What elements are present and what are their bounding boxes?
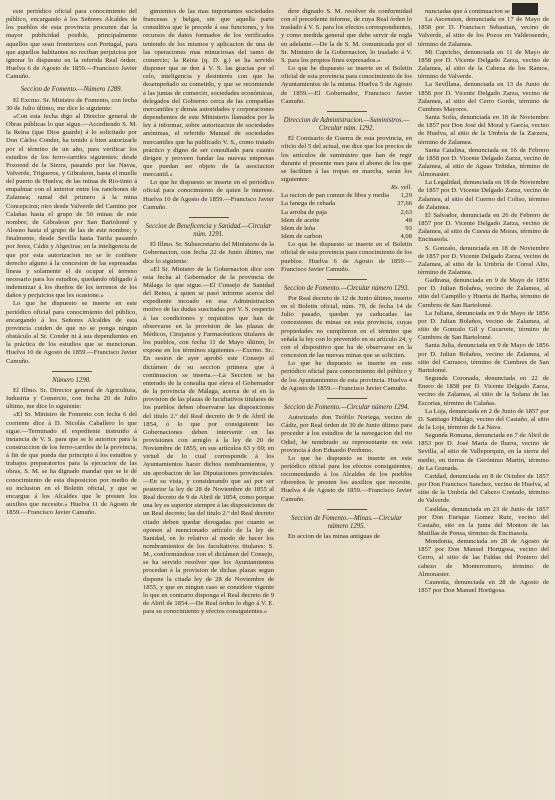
paragraph: «El Sr. Ministro de Fomento con fecha 6 del corriente dice á D. Nicolás Caballero lo que sigue.—Terminado el expediente instruido á instancia de V. S. para que se le autorice para la construccion de los ferro-carriles de la provincia, á fin de que pueda dar principio á los estudios y trabajos preparatorios para la ejecucion de las obras, S. M. se ha dignado mandar que se le dé conocimiento de esta disposicion por medio de su inclusion en el Boletin oficial, y que se encargue á los Alcaldes que le presten los auxilios que necesite.» Huelva 11 de Agosto de 1859.—Francisco Javier Camuño. (6, 411, 137, 517)
column-2 (143, 8, 274, 794)
paragraph: Por Real decreto de 12 de Junio último, inserto en el Boletin oficial, núm. 70, de fecha 14 de Julio pasado, quedan ya caducadas las concesiones de minas en esta provincia, cuyas propiedades no cumplieron en el término que señala la ley con lo prevenido en su artículo 24, y con el dispositivo que ha de observarse en la concesion de las nuevas minas que se soliciten. (281, 295, 412, 360)
paragraph: El Illmo. Sr. Director general de Agricultura, Industria y Comercio, con fecha 20 de Julio último, me dice lo siguiente: (6, 386, 137, 411)
paragraph: Lo que he dispuesto se inserte en este periódico oficial para conocimiento del público y de los Ayuntamientos de esta provincia. Huelva 4 de Agosto de 1859.—Francisco Javier Camuño. (281, 360, 412, 392)
section-divider (52, 371, 92, 372)
section-heading: Seccion de Fomento.—Minas.—Circular número 1295. (291, 514, 402, 530)
paragraph: Lo que he dispuesto se inserte en este periódico oficial para conocimiento del público, encargando á los Señores Alcaldes de esta provincia cuiden de que no se ponga ningun obstáculo al Sr. Conder ni á sus dependientes en la práctica de los estudios que se mencionan. Huelva 10 de Agosto de 1859.—Francisco Javier Camuño. (6, 300, 137, 365)
section-divider (189, 217, 229, 218)
paragraph: El Comisario de Guerra de esta provincia, en oficio del 5 del actual, me dice que los precios de los artículos de suministro que han de regir durante el presente mes para el abono de los que se faciliten á las tropas en marcha, serán los siguientes: (281, 135, 412, 183)
paragraph: Santa Sofía, denunciada en 18 de Noviembre de 1857 por Don José del Moral y García, vecino de Huelva, al sitio de la Umbría de la Zarzera, término de Zalamea. (418, 114, 549, 146)
price-value: 37,66 (397, 200, 412, 208)
section-divider (327, 279, 367, 280)
price-row (281, 200, 412, 208)
paragraph: El Salvador, denunciada en 26 de Febrero de 1857 por D. Vicente Delgado Zarza, vecino de Zalamea, al sitio de Cuesta de Moras, término de Encinasola. (418, 211, 549, 244)
price-row (281, 233, 412, 241)
price-label: La arroba de paja (281, 208, 327, 216)
price-value: 93 (405, 224, 412, 232)
section-heading: Seccion de Fomento.—Número 1289. (20, 86, 123, 94)
price-row (281, 225, 412, 233)
section-divider (327, 111, 367, 112)
paragraph: Segunda Coronada, denunciada en 22 de Enero de 1858 por D. Vicente Delgado Zarza, vecino de Zalamea, al sitio de la Solana de las Escorias, término de Calañas. (418, 375, 549, 407)
paragraph: La Sevillana, denunciada en 13 de Junio de 1856 por D. Vicente Delgado Zarza, vecino de Zalamea, al sitio del Cerro Gordo, término de Cumbres Mayores. (418, 81, 549, 113)
price-value: 2,63 (400, 208, 412, 216)
paragraph: este periódico oficial para conocimiento del público, encargando á los Señores Alcaldes de los pueblos de esta provincia procuren dar la mayor publicidad posible, principalmente aquellos que sean fronterizos con Portugal, para que aquellos habitantes no reciban perjuicios por ignorar lo dispuesto en la referida Real órden. Huelva 6 de Agosto de 1859.—Francisco Javier Camuño. (6, 8, 137, 81)
column-4 (418, 8, 549, 794)
section-heading: Direccion de Administracion.—Suministros.—Circular núm. 1292. (283, 116, 410, 133)
paragraph: nunciadas que á continuacion se expresan. (425, 8, 537, 15)
paragraph: La Legalidad, denunciada en 18 de Noviembre de 1857 por D. Vicente Delgado Zarza, vecino de Zalamea, al sitio del Cuerno del Coliso, término de Zalamea. (418, 179, 549, 211)
paragraph: «El Sr. Ministro de la Gobernacion dice con esta fecha al Gobernador de la provincia de Málaga lo que sigue.—El Consejo de Sanidad del Reino, á quien se pasó informe acerca del expediente incoado en esa Administracion motivo de las dudas suscitadas por V. S. respecto á las condiciones y requisitos que han de observarse en la provision de las plazas de Médicos, Cirujanos y Farmacéuticos titulares de los pueblos, con fecha 11 de Mayo último, lo expone en los términos siguientes.—Excmo. Sr.: En sesion de ayer aprobó este Consejo el dictámen de su seccion primera que á continuacion se inserta.—La Seccion se ha enterado de la consulta que eleva el Gobernador de la provincia de Málaga, acerca de si en la provision de las plazas de facultativos titulares de los pueblos deben observarse las disposiciones del título 2.º del Real decreto de 9 de Abril de 1854, ó lo que por consiguiente las Gobernaciones deben intervenir en las provisiones con arreglo á la ley de 20 de Noviembre de 1855, en sus artículos 63 y 69; en virtud de lo cual corresponde á los Ayuntamientos hacer dichos nombramientos, y sin aprobacion de las Diputaciones provinciales.—En su vista, y considerando que así por ser posterior la ley de 28 de Noviembre de 1855 al Real decreto de 9 de Abril de 1854, como porque una ley es superior siempre á las disposiciones de un Real decreto; las del título 2.º del Real decreto citado deben quedar derogadas por cuanto se oponen al mencionado artículo de la ley de Sanidad, en lo relativo al modo de hacer los nombramientos de los facultativos titulares: S. M., conformándose con el dictámen del Consejo, se ha servido resolver que los Ayuntamientos procedan á la provision de dichas plazas segun dispone la citada ley de 28 de Noviembre de 1855, y que en ningun caso se considere vigente lo que en contrario disponga el Real decreto de 9 de Abril de 1854.—De Real órden lo digo á V. E. para su conocimiento y efectos consiguientes.» (143, 265, 274, 616)
paragraph: En accion de las minas antiguas de (288, 533, 380, 541)
currency-unit-label: Rs. vell. (390, 184, 412, 192)
paragraph: Lo que he dispuesto se inserte en este periódico oficial para los efectos consiguientes, recomendando á los Alcaldes de los pueblos ribereños le presten los auxilios que necesite. Huelva 4 de Agosto de 1859.—Francisco Javier Camuño. (281, 454, 412, 503)
paragraph: «Con esta fecha digo al Director general de Obras públicas lo que sigue.—Accediendo S. M. la Reina (que Dios guarde) á lo solicitado por Don Cárlos Conder, ha tenido á bien autorizarle por el término de un año, para verificar los estudios de los ferro-carriles siguientes: desde Pozoend de la Sierra, pasando por las Navas, Valverde, Trigueros, y Gibraleon, hasta el muelle del puerto de Huelva; de las minas de Rio-tinto á empalmar con el anterior entre los ranchones de Zalamea; ramal del primero á la mina Concepcion; otro desde Valverde del Camino por Calañas hasta el grupo de 50 minas de este nombre; de Gibraleon por San Bartolomé y Alosno hasta el grupo de las de este nombre; y finalmente, desde Sevilla hasta Tarifa pasando por Jerez, Cádiz y Algeciras; en la inteligencia de que por esta autorizacion no se le confiere derecho alguno á la concesion de las espresadas líneas y solamente el de ocupar el terreno necesario para los estudios, quedando obligado á indemnizar á los dueños de los terrenos de los daños y perjuicios que les ocasione.» (6, 112, 137, 300)
price-value: 48 (405, 216, 412, 224)
section-divider (327, 509, 367, 510)
paragraph: El Excmo. Sr. Ministro de Fomento, con fecha 30 de Julio último, me dice lo siguiente: (6, 96, 137, 112)
paragraph: Caunotia, denunciada en 28 de Agosto de 1857 por Don Manuel Hortigosa. (418, 578, 549, 595)
column-3 (281, 8, 412, 794)
price-value: 4,08 (400, 233, 412, 241)
paragraph: La Juliana, denunciada en 9 de Mayo de 1856 por D. Julian Bolaños, vecino de Zalamea, al sitio de Gonzalo Gil y Cucarrete, término de Cumbres de San Bartolomé. (418, 309, 549, 342)
paragraph: Lo que he dispuesto se inserte en el periódico oficial para conocimiento de quien le interese. Huelva 10 de Agosto de 1859.—Francisco Javier Camuño. (143, 179, 274, 211)
paragraph: Santa Julia, denunciada en 9 de Mayo de 1856 por D. Julian Bolaños, vecino de Zalamea, al sitio del Carrasco, término de Cumbres de San Bartolomé. (418, 342, 549, 374)
paragraph: Mondonia, denunciada en 28 de Agosto de 1857 por Don Manuel Hortigosa, vecino del Cerro, al sitio de las Faldas del Pontero del cabezo de Monterromero, término de Almonaster. (418, 538, 549, 578)
paragraph: Mi Capricho, denunciada en 11 de Mayo de 1858 por D. Vicente Delgado Zarza, vecino de Zalamea, al sitio de la Cabeza de los Ramos, término de Valverde. (418, 48, 549, 81)
paragraph: Autorizado don Teófilo Noriega, vecino de Cádiz, por Real órden de 30 de Junio último para proceder á los estudios de la navegacion del rio Odiel, he nombrado su representante en esta provincia á don Eduardo Perdomo. (281, 414, 412, 454)
paragraph: La Ascension, denunciada en 17 de Mayo de 1858 por D. Francisco Sebastian, vecino de Valverde, al sitio de los Pozos en Valdeosendo, término de Zalamea. (418, 16, 549, 48)
paragraph: dere dignado S. M. resolver de conformidad con el precedente informe, de cuya Real órden lo traslado á V. S. para los efectos correspondientes, y como medida general que debe servir de regla en adelante.—De la de S. M. comunicada por el Sr. Ministro de la Gobernacion, lo traslado á V. S. para los propios fines expresados.» (281, 8, 412, 64)
paragraph: Caridad, denunciada en 8 de Octubre de 1857 por Don Francisco Sanchez, vecino de Huelva, al sitio de la Umbría del Cabezo Contado, término de Valverde. (418, 472, 549, 505)
paragraph: gimientos de las mas importantes sociedades francesas y belgas, sin que aquella parte consultiva que le precede á sus funciones, y los recursos de datos formados de los verificados teniendo de los mismos y aplicacion de una de las operaciones mas minuciosas del ramo de comercio; la Reina (q. D. g.) se ha servido disponer que se den á V. S. las gracias por el celo, inteligencia y desinterés con que ha desempeñado su cometido, y que se recomiende á las juntas de comercio, sociedades económicas, delegados del Gobierno cerca de las compañías mercantiles y demás autoridades y corporaciones dependientes de este Ministerio llamados por la ley á informar, sobre autorizacion de sociedades anónimas, el referido Manual de sociedades mercantiles que ha publicado V. S., como tratado práctico y digno de ser consultado para cuanto dirigen y proveen fundar las nuevas empresas que puedan ser objeto de la asociacion mercantil.» (143, 8, 274, 179)
paragraph: Lo que he dispuesto se inserte en el Boletin oficial de esta provincia para conocimiento de los Ayuntamientos de la misma. Huelva 5 de Agosto de 1859.—El Gobernador, Francisco Javier Camuño. (281, 65, 412, 105)
paragraph: Lo que he dispuesto se inserte en el Boletin oficial de esta provincia para conocimiento de los pueblos. Huelva 6 de Agosto de 1859.—Francisco Javier Camuño. (281, 241, 412, 273)
price-row (281, 209, 412, 217)
paragraph: Gadirana, denunciada en 9 de Mayo de 1856 por D. Julian Bolaños, vecino de Zalamea, al sitio del Campillo y Huerta de Barba, término de Cumbres de San Bartolomé. (418, 277, 549, 309)
price-value: 1,29 (400, 192, 412, 200)
paragraph: Santa Catalina, denunciada en 16 de Febrero de 1858 por D. Vicente Delgado Zarza, vecino de Zalamea, al sitio de Aguas Teñidas, término de Almonaster. (418, 146, 549, 179)
paragraph: Casildas, denunciada en 23 de Junio de 1857 por Don Enrique Gomez Ruiz, vecino del Castaño, sito en la junta del Monton de las Matillas de Ponsa, término de Encinasola. (418, 505, 549, 537)
paragraph: El Illmo. Sr. Subsecretario del Ministerio de la Gobernacion, con fecha 22 de Junio último, me dice lo siguiente: (143, 241, 274, 265)
paragraph: S. Gonzalo, denunciada en 18 de Noviembre de 1857 por D. Vicente Delgado Zarza, vecino de Zalamea, al sitio de la Umbría de Corral Alto, término de Zalamea. (418, 244, 549, 276)
column-1 (6, 8, 137, 794)
section-heading: Seccion de Beneficencia y Sanidad.—Circular núm. 1291. (145, 222, 272, 239)
section-heading: Seccion de Fomento.—Circular número 1293. (283, 284, 410, 292)
price-label: La racion de pan comun de libra y media (281, 192, 390, 200)
section-heading: Seccion de Fomento.—Circular número 1294. (283, 403, 410, 411)
section-divider (327, 398, 367, 399)
paragraph: La Loja, denunciada en 2 de Junio de 1857 por D. Santiago Hidalgo, vecino del Castaño, al sitio de la Loja, término de La Nava. (418, 407, 549, 431)
paragraph: Segunda Romana, denunciada en 7 de Abril de 1853 por D. José María de Ibarra, vecino de Sevilla, al sitio de Valleporquin, en la sierra del medio, en tierras de Gerónimo Martin, término de La Granada. (418, 432, 549, 472)
price-label: Idem de leña (281, 224, 316, 232)
price-label: Idem de aceite (281, 216, 320, 224)
section-heading: Número 1290. (52, 376, 91, 384)
price-label: Idem de carbon (281, 233, 323, 241)
price-table (281, 192, 412, 241)
price-label: La fanega de cebada (281, 200, 335, 208)
price-row (281, 217, 412, 225)
price-row (281, 192, 412, 200)
